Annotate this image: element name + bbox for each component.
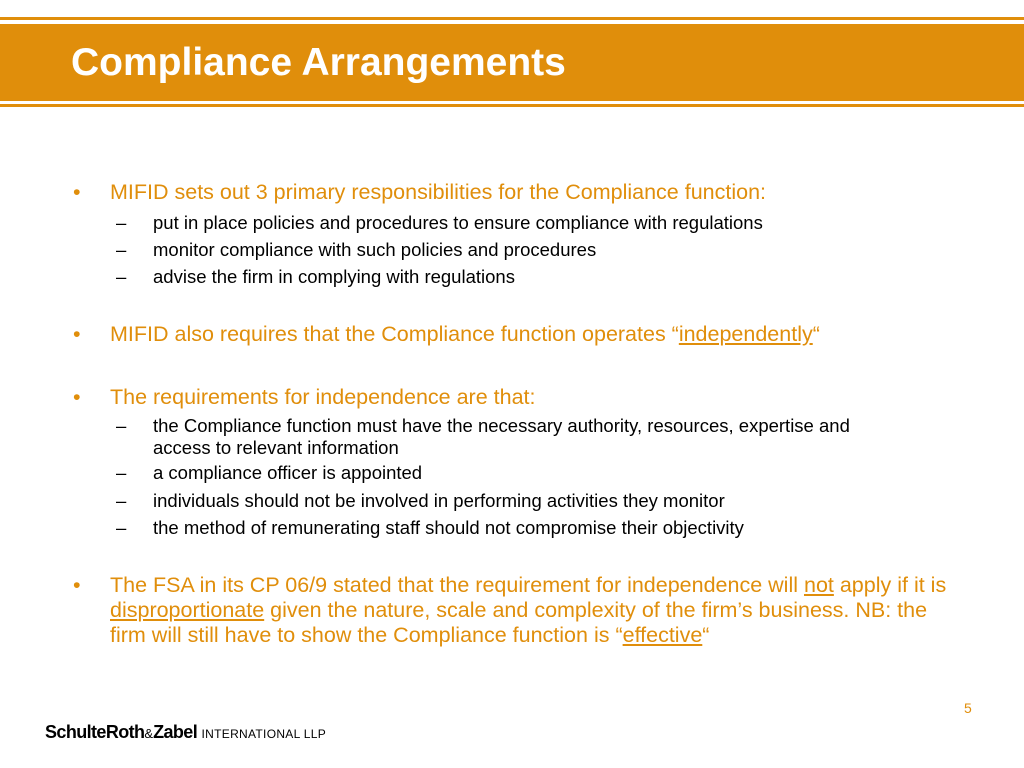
bullet-2-text-before: MIFID also requires that the Compliance function operates “ xyxy=(110,322,679,346)
bullet-4-part-1: The FSA in its CP 06/9 stated that the requirement for independence will xyxy=(110,573,804,597)
sub-item-1-2 xyxy=(116,239,916,261)
sub-item-text: individuals should not be involved in performing activities they monitor xyxy=(153,490,725,511)
bullet-4-part-3: given the nature, scale and complexity of the firm’s business. NB: the firm will still have to show the Compliance function is “ xyxy=(110,598,928,647)
page-number: 5 xyxy=(964,700,972,716)
bullet-marker: • xyxy=(73,385,81,409)
effective-emphasis: effective xyxy=(622,623,703,647)
bullet-1-text: MIFID sets out 3 primary responsibilities for the Compliance function: xyxy=(110,180,767,204)
bullet-marker: • xyxy=(73,573,81,597)
firm-logo xyxy=(45,722,326,743)
sub-item-3-3 xyxy=(116,490,916,512)
sub-marker: – xyxy=(116,239,127,260)
bullet-2-text-after: “ xyxy=(812,322,820,346)
sub-item-text: the Compliance function must have the necessary authority, resources, expertise and access to relevant information xyxy=(153,415,850,458)
sub-item-3-1 xyxy=(116,415,876,459)
bullet-3-text: The requirements for independence are that: xyxy=(110,385,536,409)
sub-item-3-2 xyxy=(116,462,916,484)
sub-item-text: the method of remunerating staff should not compromise their objectivity xyxy=(153,517,744,538)
bullet-2 xyxy=(73,322,953,347)
not-emphasis: not xyxy=(803,573,834,597)
bullet-4-part-2: apply if it is xyxy=(833,573,947,597)
bullet-3 xyxy=(73,385,953,410)
sub-item-text: advise the firm in complying with regulations xyxy=(153,266,515,287)
logo-ampersand: & xyxy=(144,726,154,741)
bullet-2-text xyxy=(110,322,953,347)
header-top-rule xyxy=(0,17,1024,20)
sub-item-1-3 xyxy=(116,266,916,288)
sub-marker: – xyxy=(116,517,127,538)
disproportionate-emphasis: disproportionate xyxy=(110,598,265,622)
sub-marker: – xyxy=(116,415,127,436)
bullet-4-part-4: “ xyxy=(702,623,710,647)
bullet-4-text xyxy=(110,573,953,648)
bullet-marker: • xyxy=(73,322,81,346)
header-bottom-rule xyxy=(0,104,1024,107)
logo-suffix: INTERNATIONAL LLP xyxy=(201,727,327,741)
slide-title: Compliance Arrangements xyxy=(71,41,566,84)
logo-name-part-2: Zabel xyxy=(153,722,198,742)
independently-emphasis: independently xyxy=(678,322,813,346)
sub-item-text: monitor compliance with such policies and procedures xyxy=(153,239,597,260)
sub-item-text: put in place policies and procedures to ensure compliance with regulations xyxy=(153,212,763,233)
sub-marker: – xyxy=(116,490,127,511)
bullet-4 xyxy=(73,573,953,648)
bullet-1 xyxy=(73,180,953,205)
sub-item-text: a compliance officer is appointed xyxy=(153,462,423,483)
sub-marker: – xyxy=(116,462,127,483)
bullet-marker: • xyxy=(73,180,81,204)
sub-marker: – xyxy=(116,212,127,233)
logo-name-part-1: SchulteRoth xyxy=(45,722,145,742)
sub-item-3-4 xyxy=(116,517,916,539)
sub-marker: – xyxy=(116,266,127,287)
sub-item-1-1 xyxy=(116,212,916,234)
